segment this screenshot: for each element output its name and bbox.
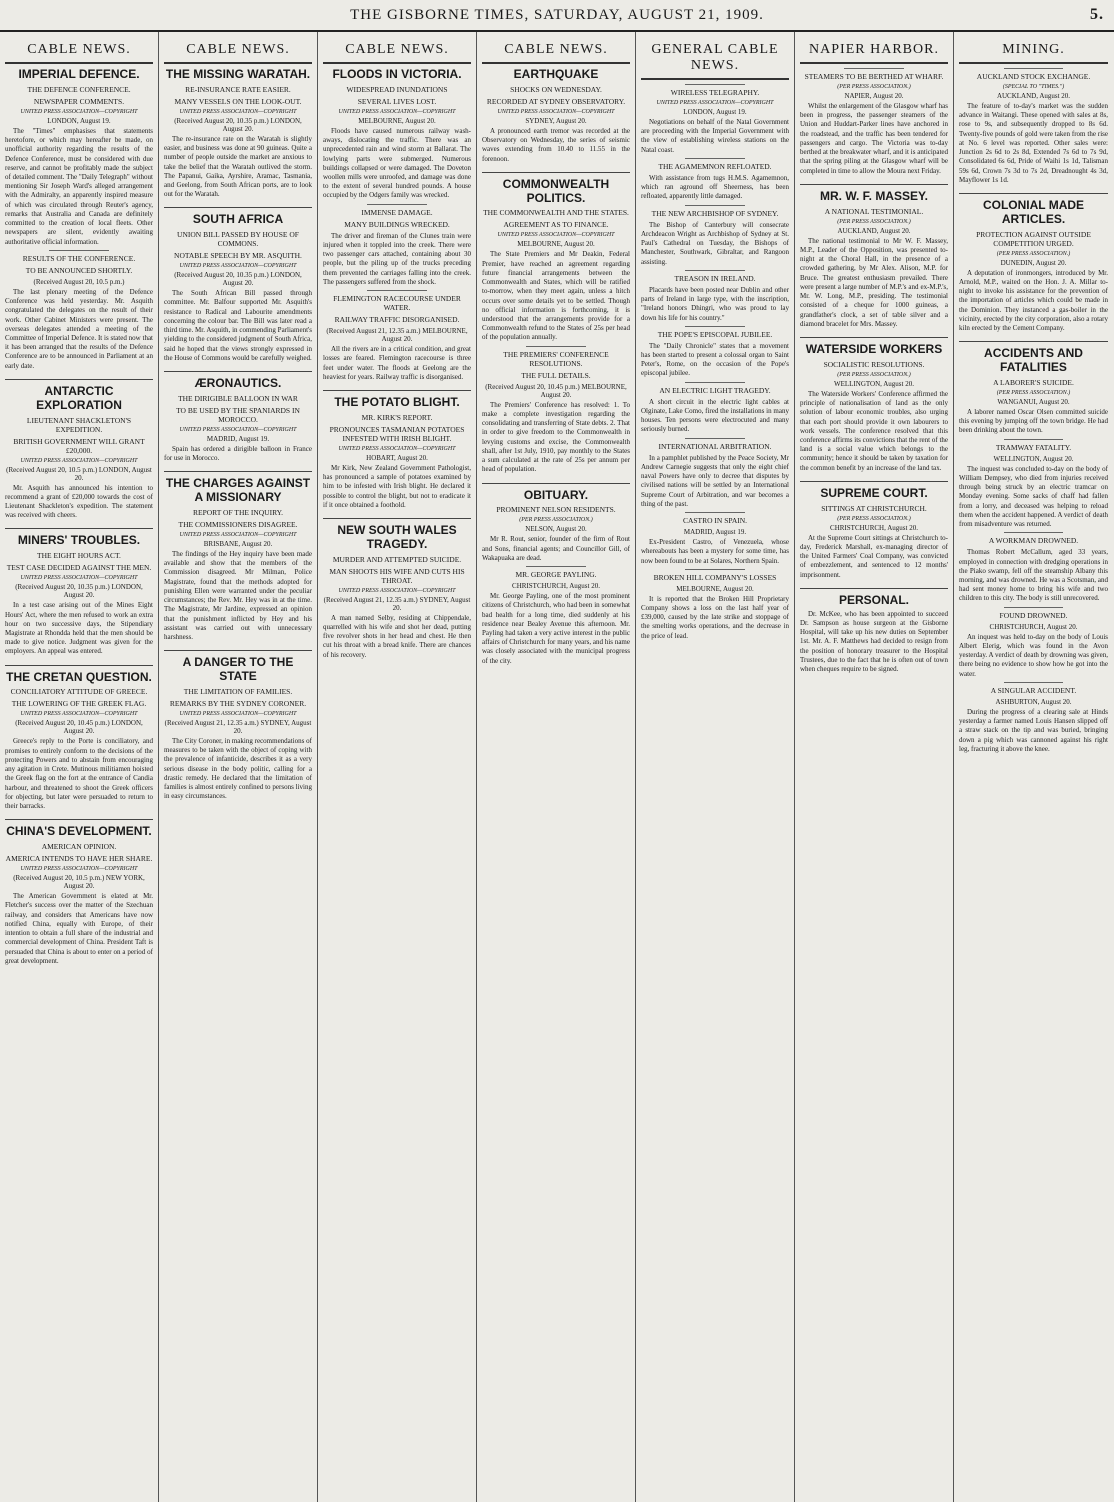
news-column [795, 32, 954, 1502]
article-dateline: NAPIER, August 20. [844, 92, 904, 100]
news-column [954, 32, 1113, 1502]
article-headline: THE MISSING WARATAH. [165, 67, 311, 81]
article-body: With assistance from tugs H.M.S. Agamemnon, which ran aground off Sheerness, has been refloated, apparently little damaged. [641, 173, 789, 201]
article-dateline: (Received August 20, 10.5 p.m.) LONDON, August 20. [6, 465, 152, 482]
article-body: It is reported that the Broken Hill Proprietary Company shows a loss on the last half year of £39,000, caused by the late strike and stoppage of the smelting works operations, and the decrease in the price of lead. [641, 594, 789, 640]
article-subhead: A SINGULAR ACCIDENT. [990, 685, 1077, 695]
article [800, 68, 948, 176]
article-dateline: LONDON, August 19. [683, 108, 747, 116]
article-dateline: (Received August 20, 10.5 p.m.) [33, 277, 125, 286]
article-credit: UNITED PRESS ASSOCIATION—COPYRIGHT [179, 263, 297, 270]
article-credit: UNITED PRESS ASSOCIATION—COPYRIGHT [656, 100, 774, 106]
article-subhead: THE COMMONWEALTH AND THE STATES. [483, 208, 629, 218]
article-subhead: AUCKLAND STOCK EXCHANGE. [976, 72, 1091, 81]
article-credit: UNITED PRESS ASSOCIATION—COPYRIGHT [20, 457, 138, 464]
article-body: The last plenary meeting of the Defence Conference was held yesterday. Mr. Asquith congratulated the delegates on the result of their work. Other Cabinet Ministers were present. The overseas delegates attended a meeting of the Committee of Imperial Defence. It is stated now that it has been arranged that the results of the Defence Conference are to be announced in Parliament at an early date. [5, 287, 153, 370]
article-subhead: TRAMWAY FATALITY. [995, 442, 1072, 452]
article-body: Mr R. Rout, senior, founder of the firm of Rout and Sons, financial agents; and Councillor Gill, of Wakapuaka are dead. [482, 535, 630, 562]
article-subhead: THE PREMIERS' CONFERENCE RESOLUTIONS. [503, 349, 609, 368]
section-divider [526, 346, 585, 347]
article-dateline: NELSON, August 20. [525, 525, 587, 534]
section-divider [367, 290, 426, 291]
article-body: In a test case arising out of the Mines Eight Hours' Act, where the men refused to work an extra hour on two successive days, the Stipendiary Magistrate at Rhondda held that the men should be made to give notice. Judgment was given for the employers. An appeal was entered. [5, 601, 153, 656]
article [5, 68, 153, 247]
article-headline: PERSONAL. [800, 588, 948, 608]
columns-container [0, 32, 1114, 1502]
article-headline: ÆRONAUTICS. [164, 371, 312, 391]
column-header: CABLE NEWS. [164, 36, 312, 64]
article-subhead: PROMINENT NELSON RESIDENTS. [496, 505, 616, 515]
article-body: The re-insurance rate on the Waratah is slightly easier, and business was done at 90 guineas. Quite a number of people outside the market are anxious to take the belief that the Waratah outlived the storm. The Papanui, Gaika, Ayrshire, Aramac, Tasmania, and Geelong, from South African ports, are to look out for the Waratah. [164, 134, 312, 199]
article-subhead: THE COMMISSIONERS DISAGREE. [178, 519, 298, 529]
article-body: Mr. George Payling, one of the most prominent citizens of Christchurch, who had been in somewhat bad health for a long time, died suddenly at his residence near Bealey Avenue this afternoon. Mr. Payling had taken a very active interest in the public affairs of Christchurch for many years, and his name was closely associated with the municipal progress of the city. [482, 592, 630, 665]
article-dateline: ASHBURTON, August 20. [995, 697, 1072, 706]
article-subhead: UNION BILL PASSED BY HOUSE OF COMMONS. [177, 230, 299, 249]
column-header: CABLE NEWS. [482, 36, 630, 64]
section-divider [685, 158, 744, 159]
article-subhead: TEST CASE DECIDED AGAINST THE MEN. [6, 563, 152, 573]
article-headline: OBITUARY. [482, 483, 630, 503]
article-subhead: THE DEFENCE CONFERENCE. [27, 84, 131, 94]
section-divider [49, 250, 108, 251]
article-body: A man named Selby, residing at Chippendale, quarrelled with his wife and shot her dead, putting five revolver shots in her head and chest. He then cut his throat with a bread knife. There are chances of his recovery. [323, 613, 471, 659]
article-body: During the progress of a clearing sale at Hinds yesterday a farmer named Louis Hansen slipped off a straw stack on the tip and was buried, bringing down a pig which was cannoned against his right leg, fracturing it above the knee. [959, 707, 1108, 753]
article-subhead: AGREEMENT AS TO FINANCE. [503, 220, 609, 230]
article-subhead: A LABORER'S SUICIDE. [993, 377, 1074, 387]
article-dateline: BRISBANE, August 20. [203, 539, 273, 548]
article-subhead: THE FULL DETAILS. [521, 370, 591, 380]
article [959, 193, 1108, 333]
section-divider [685, 205, 744, 206]
article-subhead: WIDESPREAD INUNDATIONS [346, 84, 448, 94]
article [641, 569, 789, 641]
article [641, 438, 789, 509]
article [482, 483, 630, 564]
section-divider [685, 84, 744, 85]
article [959, 532, 1108, 603]
article-headline: ANTARCTIC EXPLORATION [5, 379, 153, 413]
article-body: Floods have caused numerous railway wash-aways, dislocating the traffic. There was an unprecedented rain and wind storm at Ballarat. The lowlying parts were submerged. Numerous buildings collapsed or were damaged. The Doveton woollen mills were unroofed, and damage was done to the extent of several hundred pounds. A house occupied by the Odgers family was wrecked. [323, 126, 471, 200]
article-subhead: MANY VESSELS ON THE LOOK-OUT. [174, 96, 302, 106]
section-divider [685, 569, 744, 570]
article-dateline: (Received August 20, 10.45 p.m.) MELBOURNE, August 20. [485, 382, 627, 399]
article-body: Mr. Asquith has announced his intention to recommend a grant of £20,000 towards the cost of Lieutenant Shackleton's expedition. The statement was received with cheers. [5, 483, 153, 520]
article-subhead: PROTECTION AGAINST OUTSIDE COMPETITION URGED. [976, 229, 1091, 248]
article-body: In a pamphlet published by the Peace Society, Mr Andrew Carnegie suggests that only the eight chief naval Powers have only to decree that disputes by civilised nations will be settled by an International Supreme Court of Arbitration, and war becomes a thing of the past. [641, 453, 789, 508]
article-body: The Premiers' Conference has resolved: 1. To make a complete investigation regarding the consolidating and transferring of State debts. 2. That in order to give freedom to the Commonwealth in levying customs and excise, the Commonwealth shall, after 1st July, 1910, pay monthly to the States a sum calculated at the rate of 25s per annum per head of population. [482, 400, 630, 474]
article-body: A deputation of ironmongers, introduced by Mr. Arnold, M.P., waited on the Hon. J. A. Millar to-night to invoke his assistance for the prevention of the importation of articles which could be made in the Dominion. They instanced a gas-boiler in the vicinity, erected by the city corporation, also a rotary kiln erected by the Cement Company. [959, 268, 1108, 333]
news-column [477, 32, 636, 1502]
column-header: CABLE NEWS. [5, 36, 153, 64]
article [5, 528, 153, 656]
section-divider [844, 68, 903, 69]
article-headline: COMMONWEALTH POLITICS. [482, 172, 630, 206]
article-headline: SOUTH AFRICA [164, 207, 312, 227]
article-dateline: (Received August 21, 12.35 a.m.) SYDNEY, August 20. [164, 718, 312, 735]
article-headline: THE CHARGES AGAINST A MISSIONARY [164, 471, 312, 505]
masthead [0, 0, 1114, 32]
article [5, 250, 153, 371]
article-credit: UNITED PRESS ASSOCIATION—COPYRIGHT [179, 531, 297, 538]
article-subhead: AN ELECTRIC LIGHT TRAGEDY. [659, 385, 771, 395]
article [164, 68, 312, 199]
section-divider [685, 326, 744, 327]
article-headline: CHINA'S DEVELOPMENT. [5, 819, 153, 839]
article-body: Ex-President Castro, of Venezuela, whose whereabouts has been a mystery for some time, has now been found to be at Solares, Northern Spain. [641, 538, 789, 565]
article-subhead: IMMENSE DAMAGE. [361, 207, 433, 217]
article-subhead: FOUND DROWNED. [999, 610, 1068, 620]
article-dateline: CHRISTCHURCH, August 20. [989, 622, 1078, 631]
article [5, 379, 153, 521]
article-subhead: REPORT OF THE INQUIRY. [193, 507, 283, 517]
article-credit: UNITED PRESS ASSOCIATION—COPYRIGHT [338, 587, 456, 594]
article-dateline: MELBOURNE, August 20. [517, 240, 595, 249]
article-subhead: PRONOUNCES TASMANIAN POTATOES INFESTED WITH IRISH BLIGHT. [329, 424, 465, 443]
article-dateline: (Received August 20, 10.35 p.m.) LONDON, August 20. [15, 583, 143, 600]
article [641, 512, 789, 566]
article-headline: NEW SOUTH WALES TRAGEDY. [323, 518, 471, 552]
article-dateline: (Received August 20, 10.45 p.m.) LONDON, August 20. [15, 719, 143, 736]
article-subhead: RESULTS OF THE CONFERENCE. [22, 253, 136, 263]
article-subhead: NEWSPAPER COMMENTS. [33, 96, 125, 106]
article-body: The feature of to-day's market was the sudden advance in Waitangi. These opened with sales at 8s, rose to 9s, and subsequently dropped to 8s 6d. Twenty-five pounds of gold were taken from the rise at No. 6 level was reported. Other sales were: Junction 2s 6d to 2s 8d, Extended 7s 6d to 7s 9d, Consolidated 6s 6d, Pride of Waihi 1s 1d, Talisman 59s 6d, Crown 7s 3d to 7s 2d, Dreadnought 4s 3d, Mayflower 1s 1d. [959, 102, 1108, 184]
article-dateline: CHRISTCHURCH, August 20. [512, 582, 600, 591]
article-subhead: SITTINGS AT CHRISTCHURCH. [821, 503, 927, 513]
news-column [0, 32, 159, 1502]
article-body: The "Daily Chronicle" states that a movement has been started to present a colossal organ to Saint Peter's, Rome, on the occasion of the Pope's episcopal jubilee. [641, 341, 789, 378]
article-body: The South African Bill passed through committee. Mr. Balfour supported Mr. Asquith's resistance to Radical and Labourite amendments concerning the colour bar. The Bill was later read a third time. Mr. Asquith, in commending Parliament's yielding to the considered judgment of South Africa, said he hoped that the views strongly expressed in the House of Commons would be carefully weighed. [164, 289, 312, 362]
article-dateline: WELLINGTON, August 20. [834, 379, 914, 388]
article [482, 172, 630, 343]
article [164, 471, 312, 642]
article-subhead: MAN SHOOTS HIS WIFE AND CUTS HIS THROAT. [329, 566, 465, 585]
article-dateline: WANGANUI, August 20. [997, 397, 1070, 406]
article-headline: MR. W. F. MASSEY. [800, 184, 948, 204]
article-credit: UNITED PRESS ASSOCIATION—COPYRIGHT [497, 232, 615, 239]
article-body: All the rivers are in a critical condition, and great losses are feared. Flemington racecourse is three feet under water. The floods at Geelong are the heaviest for years. Railway traffic is disorganised. [323, 345, 471, 381]
article-subhead: THE NEW ARCHBISHOP OF SYDNEY. [651, 208, 779, 218]
article-dateline: MELBOURNE, August 20. [676, 584, 754, 593]
section-divider [367, 204, 426, 205]
article [641, 326, 789, 379]
article-dateline: (Received August 21, 12.35 a.m.) MELBOURNE, August 20. [326, 327, 468, 344]
article [641, 158, 789, 202]
article-subhead: MURDER AND ATTEMPTED SUICIDE. [332, 554, 462, 564]
article-credit: (PER PRESS ASSOCIATION.) [837, 218, 911, 225]
article-body: Placards have been posted near Dublin and other parts of Ireland in large type, with the inscription, "Ireland honors Dhingri, who was proud to lay down his life for his country." [641, 285, 789, 322]
article-subhead: TO BE USED BY THE SPANIARDS IN MOROCCO. [176, 405, 300, 424]
article [641, 270, 789, 323]
article-subhead: MANY BUILDINGS WRECKED. [344, 219, 450, 229]
article-dateline: LONDON, August 19. [47, 116, 111, 125]
article-credit: UNITED PRESS ASSOCIATION—COPYRIGHT [338, 108, 456, 115]
article-body: The State Premiers and Mr Deakin, Federal Premier, have reached an agreement regarding future financial arrangements between the Commonwealth and States, which will be ratified to-morrow, when they meet again, unless a hitch occurs over some details yet to be settled. Though no official information is forthcoming, it is understood that the arrangements provide for a Commonwealth refund to the States of 25s per head of the population annually. [482, 250, 630, 342]
article-dateline: AUCKLAND, August 20. [996, 92, 1071, 100]
article-subhead: A WORKMAN DROWNED. [988, 536, 1079, 546]
news-column [636, 32, 795, 1502]
article-credit: (PER PRESS ASSOCIATION.) [996, 389, 1071, 396]
section-divider [685, 382, 744, 383]
article [482, 346, 630, 475]
article-subhead: TREASON IN IRELAND. [674, 273, 756, 283]
article-credit: UNITED PRESS ASSOCIATION—COPYRIGHT [497, 108, 615, 115]
article-credit: UNITED PRESS ASSOCIATION—COPYRIGHT [20, 575, 138, 582]
article-headline: COLONIAL MADE ARTICLES. [959, 193, 1108, 227]
section-divider [685, 270, 744, 271]
article [959, 341, 1108, 435]
news-column [159, 32, 318, 1502]
article-body: The Waterside Workers' Conference affirmed the principle of nationalisation of land as the only solution of labour economic troubles, also urging that each port should provide it own labourers to work vessels. The conference resolved that this conference affirms its convictions that the rent of the land is a social value which belongs to the community; hence it should be taken by taxation for the common benefit by an increase of the land tax. [800, 389, 948, 472]
article-dateline: DUNEDIN, August 20. [1000, 258, 1067, 267]
article-dateline: (Received August 21, 12.35 a.m.) SYDNEY, August 20. [323, 595, 471, 612]
article-body: The "Times" emphasises that statements heretofore, or which may hereafter be made, on unofficial authority regarding the results of the Defence Conference, must be considered with due reserve, and cannot be profitably made the subject of detailed comment. The "Daily Telegraph" without mentioning Sir Joseph Ward's alleged arrangement with the Admiralty, an apparently inspired measure of which was circulated through Reuter's agency, remarks that Australia and Canada are definitely committed to the creation of local fleets. Other newspapers are silent, evidently awaiting authoritative official information. [5, 126, 153, 246]
article-body: Spain has ordered a dirigible balloon in France for use in Morocco. [164, 444, 312, 463]
article-subhead: BROKEN HILL COMPANY'S LOSSES [653, 572, 777, 582]
article-body: A short circuit in the electric light cables at Olginate, Lake Como, fired the installations in many houses. Ten persons were electrocuted and many seriously burned. [641, 397, 789, 434]
article-headline: WATERSIDE WORKERS [800, 337, 948, 357]
article-body: The Bishop of Canterbury will consecrate Archdeacon Wright as Archbishop of Sydney at St. Paul's Cathedral on Tuesday, the Bishops of Manchester, Southwark, Gibraltar, and Rangoon assisting. [641, 220, 789, 266]
column-header: GENERAL CABLE NEWS. [641, 36, 789, 80]
article-subhead: SEVERAL LIVES LOST. [357, 96, 437, 106]
article-body: Dr. McKee, who has been appointed to succeed Dr. Sampson as house surgeon at the Gisborne Hospital, will take up his new duties on September 1st. Mr. A. F. Matthews had decided to resign from the position of honorary treasurer to the Hospital Trustees, due to the fact that he is often out of town when cheques require to be signed. [800, 609, 948, 674]
article-subhead: THE AGAMEMNON REFLOATED. [658, 161, 772, 171]
article [482, 566, 630, 666]
article-subhead: THE POPE'S EPISCOPAL JUBILEE. [657, 329, 773, 339]
section-divider [1004, 682, 1064, 683]
article-body: A pronounced earth tremor was recorded at the Observatory on Wednesday, the series of seismic waves extending from 10.40 to 11.55 in the forenoon. [482, 126, 630, 163]
article [482, 68, 630, 164]
article-subhead: TO BE ANNOUNCED SHORTLY. [25, 265, 133, 275]
article [800, 588, 948, 674]
article [959, 68, 1108, 185]
article [641, 205, 789, 267]
article-dateline: CHRISTCHURCH, August 20. [830, 523, 918, 532]
article-subhead: THE LOWERING OF THE GREEK FLAG. [11, 699, 147, 709]
article-credit: UNITED PRESS ASSOCIATION—COPYRIGHT [179, 426, 297, 433]
article-credit: UNITED PRESS ASSOCIATION—COPYRIGHT [20, 711, 138, 718]
article-body: An inquest was held to-day on the body of Louis Albert Elerig, which was found in the Avon yesterday. A verdict of death by drowning was given, there being no evidence to show how he got into the water. [959, 632, 1108, 678]
article-body: The findings of the Hey inquiry have been made available and show that the members of the Commission disagreed. Mr Milman, Police Magistrate, found that the methods adopted for punishing Ellen were warranted under the peculiar circumstances; the Rev. Mr. Hey was in at the time. The Magistrate, Mr Jardine, expressed an opinion that the punishment inflicted by Hey and his assistant was carried out with unnecessary harshness. [164, 549, 312, 642]
article-body: Mr Kirk, New Zealand Government Pathologist, has pronounced a sample of potatoes examined by him to be infested with Irish blight. He declared it possible to control the blight, but not to eradicate it if it once obtained a foothold. [323, 463, 471, 509]
article-body: Greece's reply to the Porte is conciliatory, and promises to entirely conform to the decisions of the protecting Powers and to abstain from encouraging any agitation in Crete. Mutinous militiamen hoisted the Greek flag on the fort at the entrance of Candia harbour, and threatened to shoot the Greek officers for objecting, but later were persuaded to return to their barracks. [5, 737, 153, 811]
article-credit: UNITED PRESS ASSOCIATION—COPYRIGHT [338, 445, 456, 452]
article-subhead: REMARKS BY THE SYDNEY CORONER. [169, 698, 307, 708]
article-subhead: RECORDED AT SYDNEY OBSERVATORY. [486, 96, 626, 106]
section-divider [1004, 607, 1064, 608]
article-subhead: WIRELESS TELEGRAPHY. [670, 88, 760, 97]
masthead-title: THE GISBORNE TIMES, SATURDAY, AUGUST 21, 1909. [350, 6, 764, 23]
section-divider [1004, 532, 1064, 533]
article-body: The City Coroner, in making recommendations of measures to be taken with the object of coping with the prevalence of infanticide, describes it as a very serious disease in the body politic, calling for a drastic remedy. He declared that the limitation of families is almost entirely confined to persons living in easy circumstances. [164, 736, 312, 801]
page-number: 5. [1090, 6, 1104, 23]
article [323, 68, 471, 201]
article-dateline: SYDNEY, August 20. [525, 116, 587, 125]
section-divider [685, 438, 744, 439]
article-subhead: CASTRO IN SPAIN. [682, 516, 748, 526]
article-credit: (PER PRESS ASSOCIATION.) [837, 84, 911, 90]
article-headline: A DANGER TO THE STATE [164, 650, 312, 684]
article-subhead: AMERICAN OPINION. [41, 842, 117, 852]
article [800, 481, 948, 580]
article-dateline: WELLINGTON, August 20. [993, 454, 1074, 463]
article-credit: UNITED PRESS ASSOCIATION—COPYRIGHT [179, 710, 297, 717]
article [800, 337, 948, 473]
article [959, 682, 1108, 754]
article [164, 650, 312, 801]
article-credit: (PER PRESS ASSOCIATION.) [837, 371, 911, 378]
article [323, 290, 471, 382]
article [959, 607, 1108, 679]
article-subhead: MR. KIRK'S REPORT. [361, 412, 433, 422]
article-dateline: (Received August 20, 10.35 p.m.) LONDON, August 20. [174, 116, 302, 133]
article-dateline: MADRID, August 19. [206, 434, 270, 443]
article-subhead: THE DIRIGIBLE BALLOON IN WAR [178, 393, 298, 403]
article-headline: FLOODS IN VICTORIA. [332, 67, 462, 81]
article [323, 390, 471, 510]
article-headline: ACCIDENTS AND FATALITIES [959, 341, 1108, 375]
article [5, 819, 153, 966]
article-body: The inquest was concluded to-day on the body of William Dempsey, who died from injuries received through being struck by an electric tramcar on Monday evening. Some sacks of chaff had fallen from a lorry, and deceased was helping to reload them when the accident happened. A verdict of death from misadventure was returned. [959, 464, 1108, 529]
article-dateline: MADRID, August 19. [683, 528, 747, 537]
article-subhead: FLEMINGTON RACECOURSE UNDER WATER. [333, 294, 461, 313]
article [800, 184, 948, 329]
section-divider [526, 566, 585, 567]
article-credit: UNITED PRESS ASSOCIATION—COPYRIGHT [179, 108, 297, 115]
article-body: Thomas Robert McCallum, aged 33 years, employed in connection with dredging operations in the Piako swamp, fell off the steamship Albany this morning, and was drowned. He was a Scotsman, and had sent money home to bring his wife and two children to this city. The body is still unrecovered. [959, 548, 1108, 603]
article-credit: (SPECIAL TO "TIMES.") [1002, 84, 1065, 90]
article-headline: SUPREME COURT. [800, 481, 948, 501]
article-body: The American Government is elated at Mr. Fletcher's success over the matter of the Szechuan railway, and considers that Americans have now notified China, equally with Europe, of their intention to obtain a full share of the industrial and commercial development of China. President Taft is persuaded that China is about to enter on a period of great development. [5, 892, 153, 965]
article [164, 371, 312, 463]
article-dateline: HOBART, August 20. [366, 453, 428, 462]
article-credit: UNITED PRESS ASSOCIATION—COPYRIGHT [20, 866, 138, 873]
article-dateline: (Received August 20, 10.35 p.m.) LONDON, August 20. [174, 271, 302, 288]
article [323, 204, 471, 287]
article-body: The driver and fireman of the Clunes train were injured when it toppled into the creek. There were two passenger cars attached, containing about 30 people, but the piling up of the trucks preceding them prevented the carriages falling into the creek. The passengers suffered from the shock. [323, 231, 471, 286]
article-dateline: MELBOURNE, August 20. [358, 116, 436, 125]
article-subhead: INTERNATIONAL ARBITRATION. [658, 441, 772, 451]
column-header: NAPIER HARBOR. [800, 36, 948, 64]
article-body: A laborer named Oscar Olsen committed suicide this evening by jumping off the town bridge. He had been drinking about the town. [959, 407, 1108, 435]
article-subhead: NOTABLE SPEECH BY MR. ASQUITH. [174, 251, 302, 261]
article-credit: (PER PRESS ASSOCIATION.) [519, 517, 593, 524]
article-subhead: RAILWAY TRAFFIC DISORGANISED. [334, 315, 460, 325]
article-headline: EARTHQUAKE [513, 67, 599, 81]
article-credit: (PER PRESS ASSOCIATION.) [837, 515, 911, 522]
article-dateline: (Received August 20, 10.5 p.m.) NEW YORK, August 20. [13, 874, 145, 891]
article-headline: IMPERIAL DEFENCE. [18, 67, 140, 81]
article-body: Whilst the enlargement of the Glasgow wharf has been in progress, the passenger steamers of the Union and Huddart-Parker lines have anchored in the roadstead, and the traffic has been tendered for passengers and cargo. The Victoria was to-day berthed at the breakwater wharf, and it is anticipated that the spring piling at the Glasgow wharf will be completed in time to allow the Moura next Friday. [800, 102, 948, 175]
column-header: CABLE NEWS. [323, 36, 471, 64]
article-subhead: STEAMERS TO BE BERTHED AT WHARF. [804, 72, 944, 81]
article-subhead: THE LIMITATION OF FAMILIES. [183, 686, 293, 696]
article-subhead: BRITISH GOVERNMENT WILL GRANT £20,000. [13, 436, 145, 455]
article-credit: UNITED PRESS ASSOCIATION—COPYRIGHT [20, 108, 138, 115]
article-dateline: AUCKLAND, August 20. [837, 226, 911, 235]
article-headline: THE CRETAN QUESTION. [5, 665, 153, 685]
article-subhead: A NATIONAL TESTIMONIAL. [824, 206, 924, 216]
article [959, 439, 1108, 530]
article-subhead: CONCILIATORY ATTITUDE OF GREECE. [10, 687, 148, 697]
section-divider [685, 512, 744, 513]
article [164, 207, 312, 363]
article-subhead: RE-INSURANCE RATE EASIER. [185, 84, 291, 94]
article [323, 518, 471, 660]
article [641, 84, 789, 155]
section-divider [1004, 68, 1064, 69]
section-divider [1004, 439, 1064, 440]
article-subhead: SHOCKS ON WEDNESDAY. [510, 84, 602, 94]
article-body: The national testimonial to Mr W. F. Massey, M.P., Leader of the Opposition, was presented to-night at the Choral Hall, in the presence of a crowded gathering, by Mr Alex. Alison, M.P. for Bruce. The greatest enthusiasm prevailed. There were present a large number of M.P.'s and ex-M.P.'s, Mr. W. Long, M.P., presiding. The testimonial consisted of a cheque for 1000 guineas, a grandfather's clock, a set of table silver and a diamond bracelet for Mrs. Massey. [800, 236, 948, 328]
article-body: At the Supreme Court sittings at Christchurch to-day, Frederick Marshall, ex-managing director of the United Farmers' Coal Company, was convicted of embezzlement, and sentenced to 12 months' imprisonment. [800, 533, 948, 579]
article-credit: (PER PRESS ASSOCIATION.) [996, 250, 1071, 257]
column-header: MINING. [959, 36, 1108, 64]
article [5, 665, 153, 812]
article-headline: MINERS' TROUBLES. [5, 528, 153, 548]
article [641, 382, 789, 435]
article-subhead: AMERICA INTENDS TO HAVE HER SHARE. [5, 854, 153, 864]
article-subhead: SOCIALISTIC RESOLUTIONS. [823, 359, 925, 369]
article-body: Negotiations on behalf of the Natal Government are proceeding with the Imperial Government with the view of establishing wireless stations on the Natal coast. [641, 118, 789, 154]
article-headline: THE POTATO BLIGHT. [323, 390, 471, 410]
article-subhead: LIEUTENANT SHACKLETON'S EXPEDITION. [26, 415, 132, 434]
article-subhead: THE EIGHT HOURS ACT. [37, 551, 121, 561]
news-column [318, 32, 477, 1502]
article-subhead: MR. GEORGE PAYLING. [515, 570, 597, 580]
